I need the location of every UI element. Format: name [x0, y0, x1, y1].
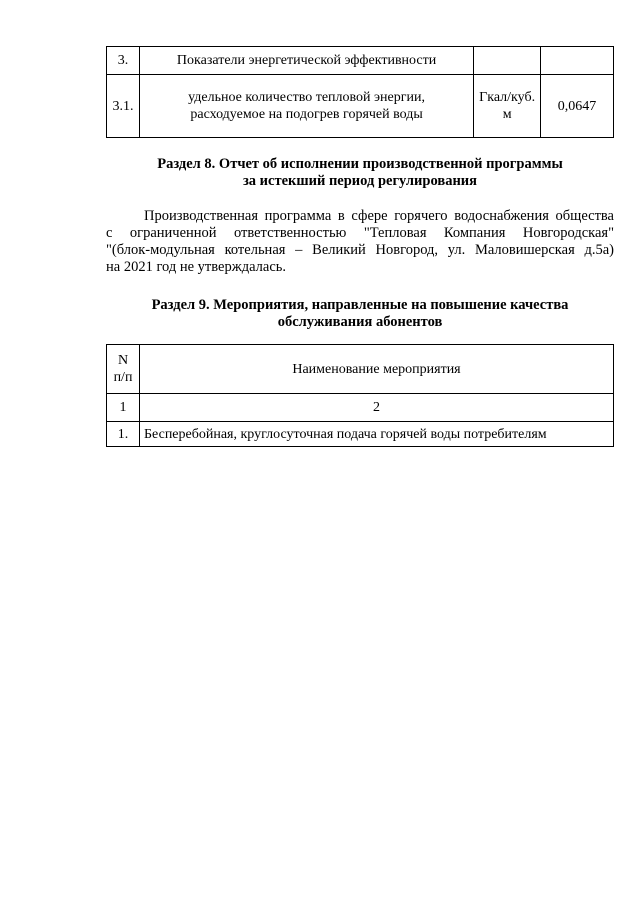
measure-name: Бесперебойная, круглосуточная подача горячей воды потребителям [140, 422, 614, 447]
paragraph-line: Производственная программа в сфере горячего водоснабжения общества [144, 208, 614, 224]
heading-line: Раздел 8. Отчет об исполнении производственной программы [157, 156, 563, 172]
indicator-name: Показатели энергетической эффективности [139, 47, 473, 75]
index-number: 1 [107, 394, 140, 422]
heading-line: обслуживания абонентов [277, 314, 443, 330]
indicators-table [106, 46, 614, 138]
header-number-line: п/п [113, 370, 133, 385]
unit-line: Гкал/куб. [479, 90, 536, 105]
paragraph-line: на 2021 год не утверждалась. [106, 259, 287, 275]
paragraph-line: "(блок-модульная котельная – Великий Новгород, ул. Маловишерская д.5а) [106, 242, 614, 258]
heading-line: Раздел 9. Мероприятия, направленные на повышение качества [151, 297, 569, 313]
table-row [107, 75, 614, 138]
table-row [107, 422, 614, 447]
indicator-unit [474, 47, 541, 75]
indicator-value [541, 47, 614, 75]
header-number-line: N [117, 353, 129, 368]
heading-line: за истекший период регулирования [242, 173, 478, 189]
index-name: 2 [140, 394, 614, 422]
row-number: 3. [107, 47, 140, 75]
section-9-heading [106, 297, 614, 331]
indicator-name-line: расходуемое на подогрев горячей воды [190, 107, 423, 122]
indicator-name [139, 75, 473, 138]
table-row [107, 47, 614, 75]
section-8-paragraph [106, 208, 614, 276]
header-number [107, 345, 140, 394]
table-index-row [107, 394, 614, 422]
row-number: 1. [107, 422, 140, 447]
row-number: 3.1. [107, 75, 140, 138]
unit-line: м [502, 107, 512, 122]
indicator-name-line: удельное количество тепловой энергии, [188, 90, 425, 105]
section-8-heading [106, 156, 614, 190]
table-header-row [107, 345, 614, 394]
indicator-value: 0,0647 [541, 75, 614, 138]
measures-table [106, 344, 614, 447]
indicator-unit [474, 75, 541, 138]
paragraph-line: с ограниченной ответственностью "Тепловая Компания Новгородская" [106, 225, 614, 241]
header-measure-name: Наименование мероприятия [140, 345, 614, 394]
